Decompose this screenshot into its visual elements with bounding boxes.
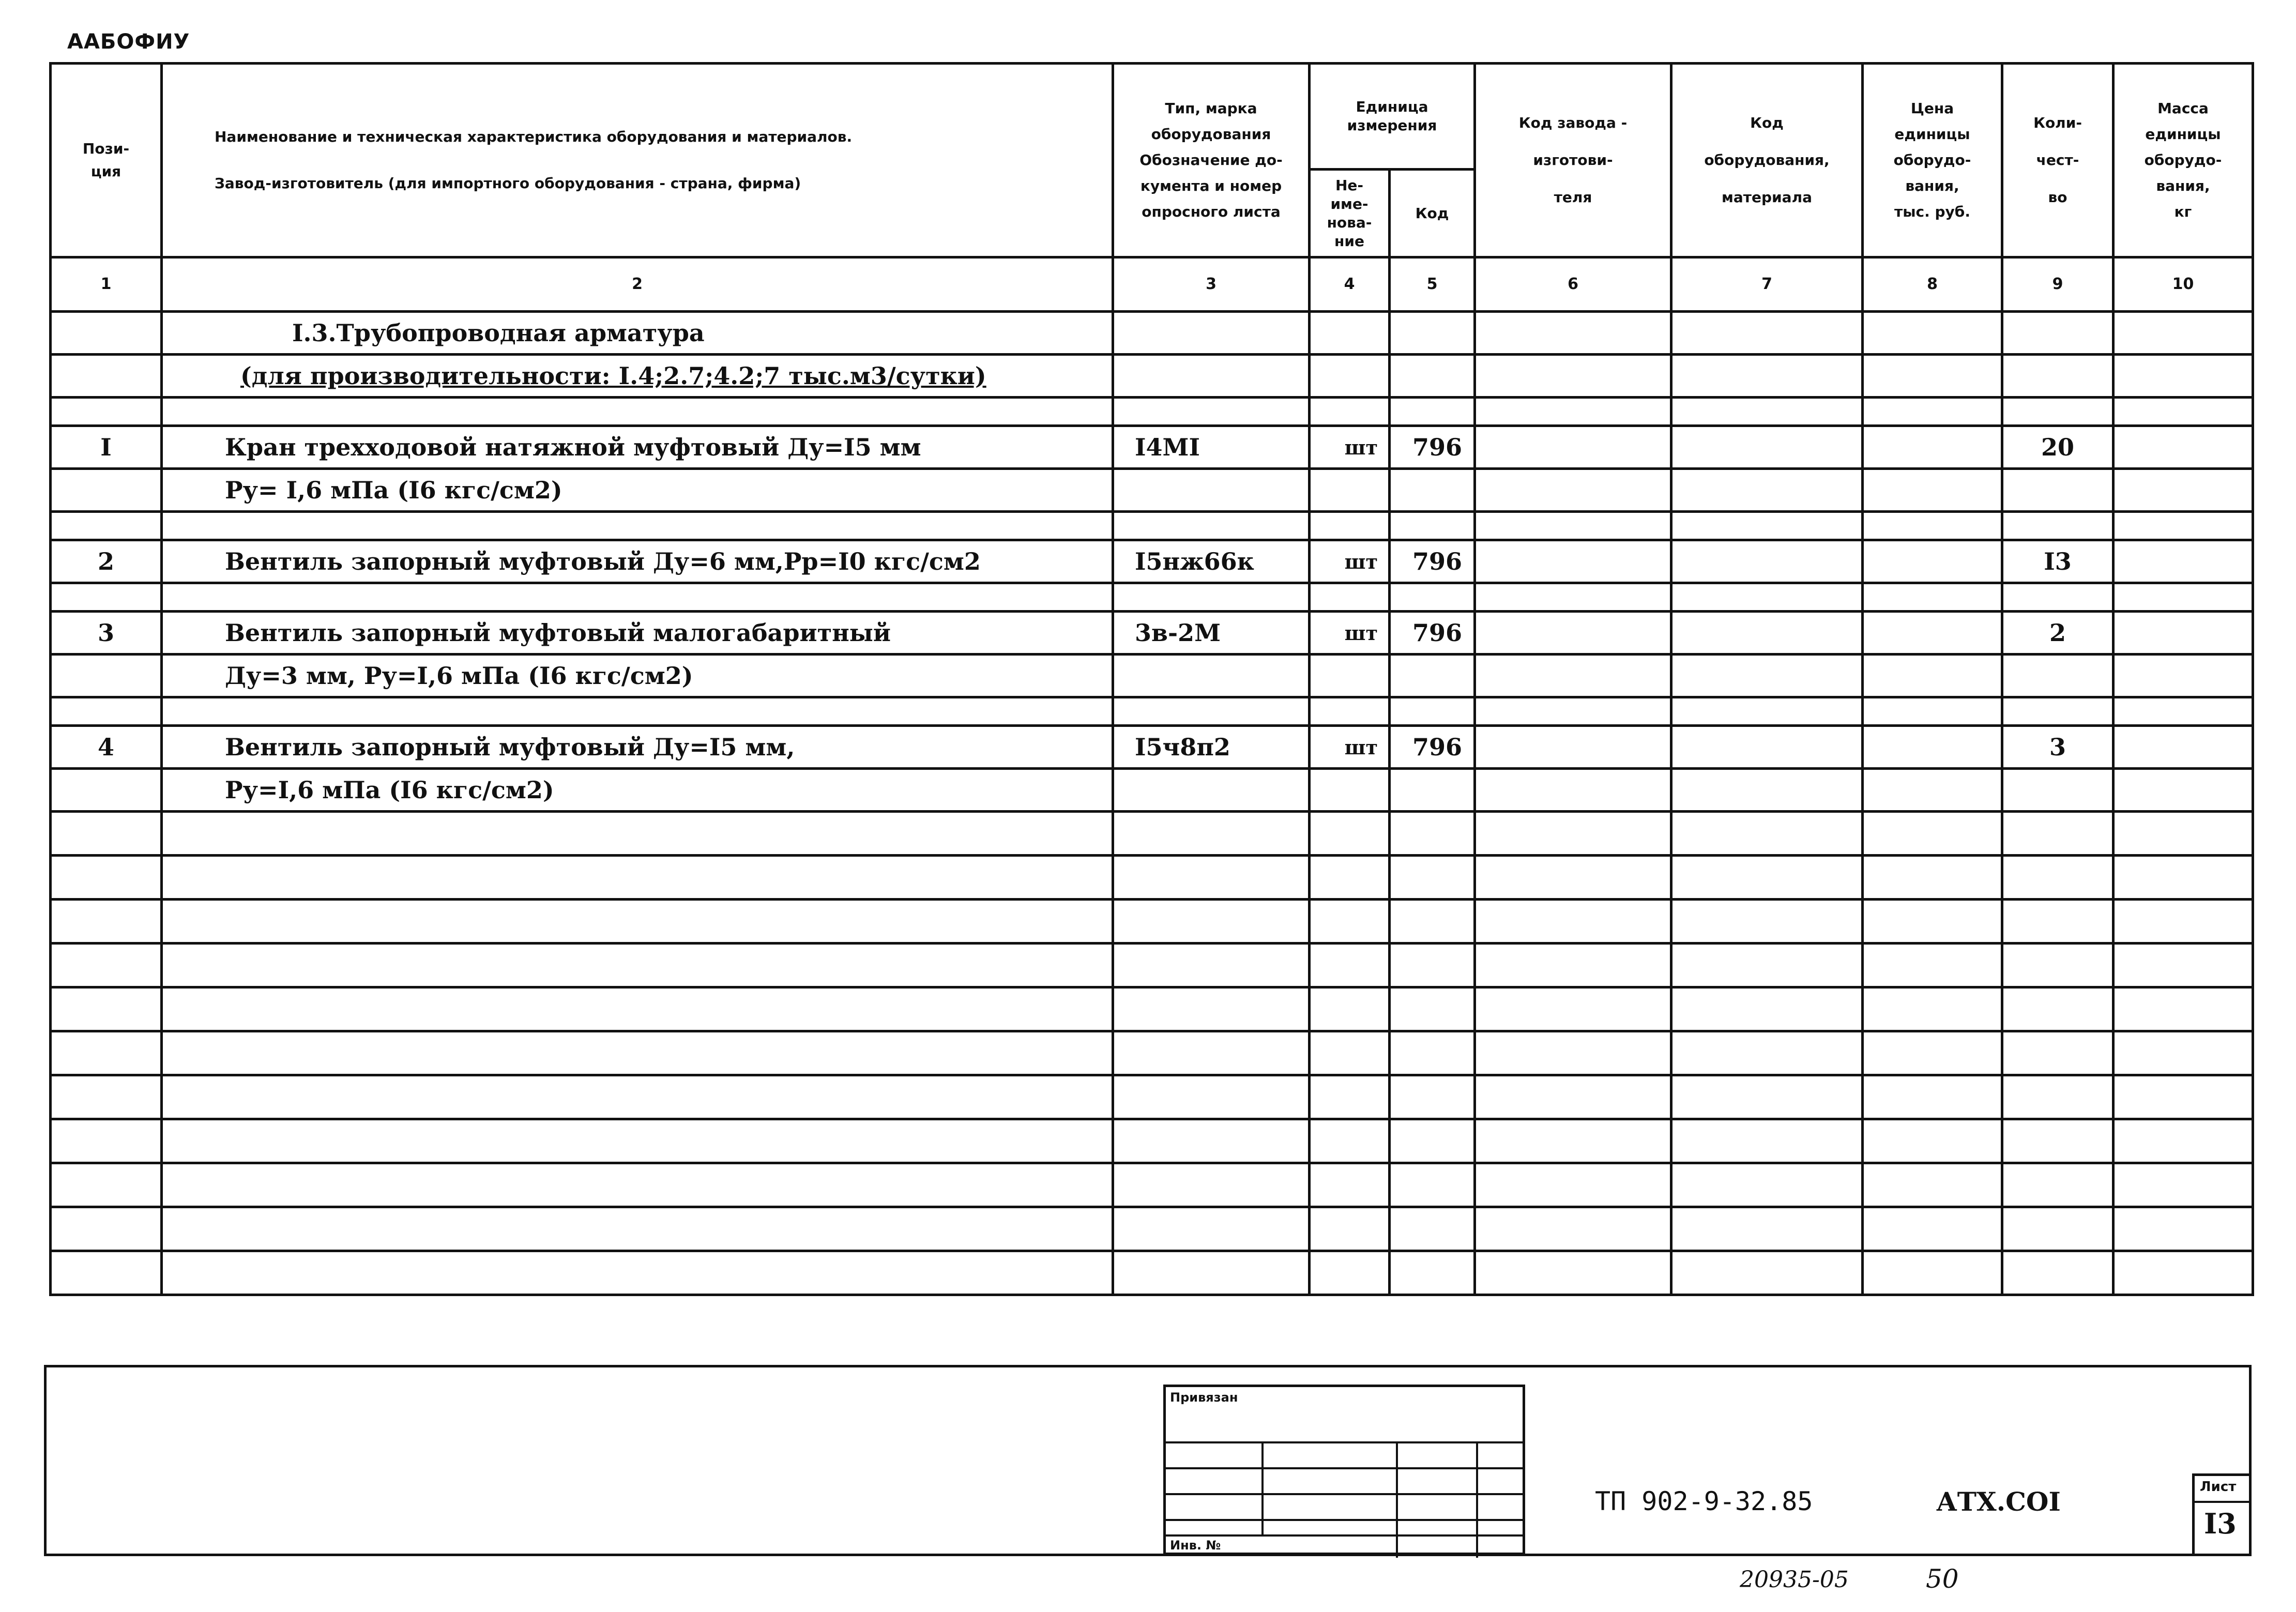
stamp-inv-label: Инв. №: [1170, 1538, 1221, 1553]
approval-stamp: [1163, 1385, 1525, 1555]
header-unit-group: Единица измерения: [1310, 64, 1475, 170]
row-name-cont: Ду=3 мм, Ру=I,6 мПа (I6 кгс/см2): [162, 655, 1113, 697]
table-row: [51, 312, 2253, 355]
column-number: 8: [1863, 257, 2002, 312]
archive-number: 20935-05: [1740, 1567, 1849, 1593]
column-number: 4: [1310, 257, 1390, 312]
column-number: 3: [1113, 257, 1310, 312]
row-unit-code: 796: [1390, 426, 1475, 469]
column-number: 5: [1390, 257, 1475, 312]
table-row: [51, 469, 2253, 512]
row-type: I4МI: [1113, 426, 1310, 469]
row-name: Вентиль запорный муфтовый Ду=I5 мм,: [162, 726, 1113, 769]
row-unit: шт: [1310, 612, 1390, 655]
row-quantity: 20: [2002, 426, 2113, 469]
header-name: Наименование и техническая характеристика оборудования и материалов. Завод-изготовитель (для импортного оборудования - страна, фирма): [162, 64, 1113, 257]
row-unit: шт: [1310, 426, 1390, 469]
header-equipment-code: Код оборудования, материала: [1671, 64, 1863, 257]
column-number: 9: [2002, 257, 2113, 312]
row-position: I: [51, 426, 162, 469]
row-quantity: 2: [2002, 612, 2113, 655]
row-unit-code: 796: [1390, 612, 1475, 655]
document-code: ТП 902-9-32.85: [1595, 1486, 1813, 1516]
row-quantity: I3: [2002, 540, 2113, 583]
row-name-cont: Ру=I,6 мПа (I6 кгс/см2): [162, 769, 1113, 812]
sheet-label: Лист: [2200, 1479, 2237, 1495]
header-unit-code: Код: [1390, 170, 1475, 257]
header-price: Цена единицы оборудо- вания, тыс. руб.: [1863, 64, 2002, 257]
section-subtitle: (для производительности: I.4;2.7;4.2;7 тыс.м3/сутки): [162, 355, 1113, 398]
header-factory-code: Код завода - изготови- теля: [1475, 64, 1671, 257]
page-number: 50: [1926, 1564, 1959, 1594]
column-number: 7: [1671, 257, 1863, 312]
sheet-number: I3: [2204, 1507, 2237, 1540]
header-quantity: Коли- чест- во: [2002, 64, 2113, 257]
header-position: Пози- ция: [51, 64, 162, 257]
row-unit-code: 796: [1390, 726, 1475, 769]
table-row: [51, 355, 2253, 398]
column-number: 1: [51, 257, 162, 312]
sheet-number-box: [2192, 1473, 2252, 1556]
specification-table: [49, 62, 2254, 1296]
column-number: 2: [162, 257, 1113, 312]
table-row: [51, 655, 2253, 697]
row-type: I5нж66к: [1113, 540, 1310, 583]
header-mass: Масса единицы оборудо- вания, кг: [2113, 64, 2253, 257]
row-unit: шт: [1310, 540, 1390, 583]
section-title: I.3.Трубопроводная арматура: [162, 312, 1113, 355]
table-row: [51, 426, 2253, 469]
bottom-frame: [44, 1365, 2252, 1556]
column-number: 10: [2113, 257, 2253, 312]
table-row: [51, 726, 2253, 769]
row-unit-code: 796: [1390, 540, 1475, 583]
row-position: 3: [51, 612, 162, 655]
row-quantity: 3: [2002, 726, 2113, 769]
stamp-linked-label: Привязан: [1170, 1390, 1238, 1405]
column-number: 6: [1475, 257, 1671, 312]
corner-tag: ААБОФИУ: [67, 30, 190, 54]
row-unit: шт: [1310, 726, 1390, 769]
row-name: Вентиль запорный муфтовый Ду=6 мм,Рр=I0 кгс/см2: [162, 540, 1113, 583]
table-row: [51, 769, 2253, 812]
row-type: 3в-2М: [1113, 612, 1310, 655]
row-position: 4: [51, 726, 162, 769]
row-name: Кран трехходовой натяжной муфтовый Ду=I5 мм: [162, 426, 1113, 469]
header-unit-name: Не- име- нова- ние: [1310, 170, 1390, 257]
header-type: Тип, марка оборудования Обозначение до- кумента и номер опросного листа: [1113, 64, 1310, 257]
row-name-cont: Ру= I,6 мПа (I6 кгс/см2): [162, 469, 1113, 512]
row-type: I5ч8п2: [1113, 726, 1310, 769]
row-name: Вентиль запорный муфтовый малогабаритный: [162, 612, 1113, 655]
document-mark: АТХ.СОI: [1936, 1486, 2061, 1517]
row-position: 2: [51, 540, 162, 583]
table-row: [51, 540, 2253, 583]
table-row: [51, 612, 2253, 655]
